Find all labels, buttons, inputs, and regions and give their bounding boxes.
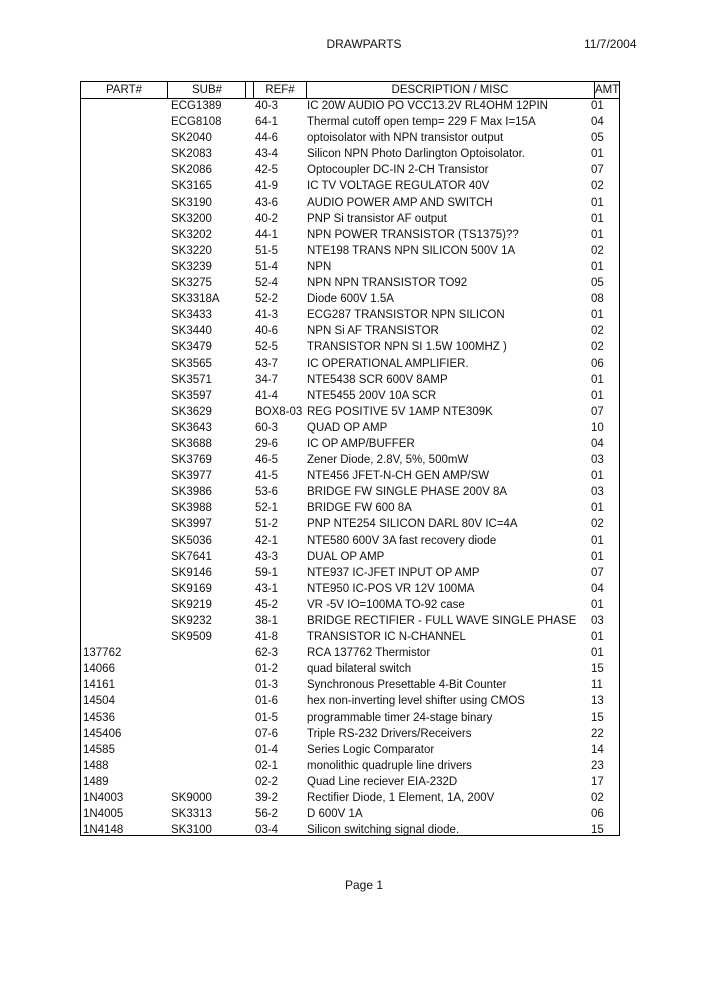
ref-number-cell: 01-4: [255, 743, 279, 756]
ref-number-cell: 60-3: [255, 421, 279, 434]
amount-cell: 15: [591, 824, 604, 837]
part-number-cell: 1N4005: [83, 808, 124, 821]
description-cell: IC OPERATIONAL AMPLIFIER.: [307, 357, 469, 370]
ref-number-cell: BOX8-03: [255, 405, 303, 418]
description-cell: hex non-inverting level shifter using CMOS: [307, 695, 525, 708]
table-row: [81, 307, 619, 323]
sub-number-cell: SK3275: [171, 277, 212, 290]
table-row: [81, 130, 619, 146]
part-number-cell: 14066: [83, 663, 115, 676]
table-row: [81, 388, 619, 404]
ref-number-cell: 53-6: [255, 486, 279, 499]
description-cell: DUAL OP AMP: [307, 550, 385, 563]
table-row: [81, 372, 619, 388]
part-number-cell: 137762: [83, 647, 122, 660]
sub-number-cell: SK3202: [171, 228, 212, 241]
description-cell: Optocoupler DC-IN 2-CH Transistor: [307, 164, 489, 177]
description-cell: RCA 137762 Thermistor: [307, 647, 431, 660]
amount-cell: 08: [591, 293, 604, 306]
description-cell: NPN Si AF TRANSISTOR: [307, 325, 439, 338]
amount-cell: 02: [591, 792, 604, 805]
description-cell: NPN POWER TRANSISTOR (TS1375)??: [307, 228, 519, 241]
sub-number-cell: SK9000: [171, 792, 212, 805]
amount-cell: 23: [591, 759, 604, 772]
ref-number-cell: 01-5: [255, 711, 279, 724]
ref-number-cell: 51-2: [255, 518, 279, 531]
sub-number-cell: SK3997: [171, 518, 212, 531]
sub-number-cell: SK3433: [171, 309, 212, 322]
ref-number-cell: 40-6: [255, 325, 279, 338]
sub-number-cell: SK3986: [171, 486, 212, 499]
table-row: [81, 211, 619, 227]
table-row: [81, 420, 619, 436]
description-cell: Triple RS-232 Drivers/Receivers: [307, 727, 472, 740]
amount-cell: 01: [591, 148, 604, 161]
ref-number-cell: 41-4: [255, 389, 279, 402]
description-cell: IC 20W AUDIO PO VCC13.2V RL4OHM 12PIN: [307, 100, 548, 112]
ref-number-cell: 45-2: [255, 598, 279, 611]
sub-number-cell: ECG8108: [171, 116, 222, 129]
ref-number-cell: 02-2: [255, 775, 279, 788]
page-number: Page 1: [344, 878, 384, 892]
ref-number-cell: 52-4: [255, 277, 279, 290]
part-number-cell: 14536: [83, 711, 115, 724]
ref-number-cell: 01-2: [255, 663, 279, 676]
amount-cell: 01: [591, 228, 604, 241]
sub-number-cell: SK2086: [171, 164, 212, 177]
amount-cell: 01: [591, 631, 604, 644]
description-cell: Zener Diode, 2.8V, 5%, 500mW: [307, 454, 469, 467]
column-header-amount: AMT: [595, 84, 620, 96]
amount-cell: 15: [591, 711, 604, 724]
table-row: [81, 677, 619, 693]
amount-cell: 17: [591, 775, 604, 788]
ref-number-cell: 03-4: [255, 824, 279, 837]
table-row: [81, 323, 619, 339]
description-cell: QUAD OP AMP: [307, 421, 388, 434]
description-cell: VR -5V IO=100MA TO-92 case: [307, 598, 465, 611]
report-title: DRAWPARTS: [326, 37, 402, 51]
description-cell: Silicon switching signal diode.: [307, 824, 460, 837]
table-row: [81, 726, 619, 742]
table-row: [81, 243, 619, 259]
sub-number-cell: SK3643: [171, 421, 212, 434]
table-row: [81, 436, 619, 452]
amount-cell: 13: [591, 695, 604, 708]
sub-number-cell: SK3565: [171, 357, 212, 370]
description-cell: Diode 600V 1.5A: [307, 293, 394, 306]
amount-cell: 04: [591, 437, 604, 450]
table-row: [81, 710, 619, 726]
description-cell: programmable timer 24-stage binary: [307, 711, 493, 724]
sub-number-cell: SK9169: [171, 582, 212, 595]
amount-cell: 04: [591, 116, 604, 129]
amount-cell: 01: [591, 100, 604, 112]
sub-number-cell: SK7641: [171, 550, 212, 563]
ref-number-cell: 44-1: [255, 228, 279, 241]
amount-cell: 01: [591, 502, 604, 515]
sub-number-cell: SK3977: [171, 470, 212, 483]
description-cell: TRANSISTOR NPN SI 1.5W 100MHZ ): [307, 341, 507, 354]
table-row: [81, 114, 619, 130]
table-row: [81, 533, 619, 549]
table-row: [81, 162, 619, 178]
amount-cell: 05: [591, 132, 604, 145]
description-cell: BRIDGE FW SINGLE PHASE 200V 8A: [307, 486, 508, 499]
ref-number-cell: 64-1: [255, 116, 279, 129]
description-cell: PNP Si transistor AF output: [307, 212, 447, 225]
ref-number-cell: 56-2: [255, 808, 279, 821]
amount-cell: 02: [591, 244, 604, 257]
amount-cell: 14: [591, 743, 604, 756]
table-row: [81, 291, 619, 307]
table-row: [81, 822, 619, 838]
table-row: [81, 758, 619, 774]
description-cell: Thermal cutoff open temp= 229 F Max I=15A: [307, 116, 536, 129]
ref-number-cell: 52-5: [255, 341, 279, 354]
table-row: [81, 565, 619, 581]
sub-number-cell: SK5036: [171, 534, 212, 547]
description-cell: AUDIO POWER AMP AND SWITCH: [307, 196, 493, 209]
sub-number-cell: SK3597: [171, 389, 212, 402]
ref-number-cell: 43-1: [255, 582, 279, 595]
ref-number-cell: 02-1: [255, 759, 279, 772]
amount-cell: 07: [591, 566, 604, 579]
ref-number-cell: 43-3: [255, 550, 279, 563]
part-number-cell: 1488: [83, 759, 109, 772]
sub-number-cell: SK3988: [171, 502, 212, 515]
sub-number-cell: SK3688: [171, 437, 212, 450]
amount-cell: 05: [591, 277, 604, 290]
table-row: [81, 452, 619, 468]
part-number-cell: 1489: [83, 775, 109, 788]
sub-number-cell: SK3165: [171, 180, 212, 193]
table-row: [81, 146, 619, 162]
table-row: [81, 693, 619, 709]
part-number-cell: 14585: [83, 743, 115, 756]
table-row: [81, 629, 619, 645]
table-row: [81, 774, 619, 790]
description-cell: NTE580 600V 3A fast recovery diode: [307, 534, 497, 547]
amount-cell: 11: [591, 679, 603, 692]
ref-number-cell: 52-1: [255, 502, 279, 515]
description-cell: NPN NPN TRANSISTOR TO92: [307, 277, 468, 290]
amount-cell: 03: [591, 454, 604, 467]
ref-number-cell: 41-9: [255, 180, 279, 193]
ref-number-cell: 40-3: [255, 100, 279, 112]
amount-cell: 06: [591, 357, 604, 370]
sub-number-cell: SK3190: [171, 196, 212, 209]
amount-cell: 01: [591, 196, 604, 209]
column-header-ref: REF#: [253, 82, 307, 98]
description-cell: IC OP AMP/BUFFER: [307, 437, 415, 450]
table-row: [81, 404, 619, 420]
amount-cell: 02: [591, 518, 604, 531]
table-row: [81, 661, 619, 677]
table-row: [81, 597, 619, 613]
ref-number-cell: 51-4: [255, 260, 279, 273]
ref-number-cell: 40-2: [255, 212, 279, 225]
table-header: [81, 81, 619, 99]
description-cell: ECG287 TRANSISTOR NPN SILICON: [307, 309, 505, 322]
amount-cell: 01: [591, 470, 604, 483]
description-cell: Silicon NPN Photo Darlington Optoisolator.: [307, 148, 525, 161]
part-number-cell: 14504: [83, 695, 115, 708]
amount-cell: 01: [591, 598, 604, 611]
amount-cell: 01: [591, 647, 604, 660]
ref-number-cell: 34-7: [255, 373, 279, 386]
ref-number-cell: 01-6: [255, 695, 279, 708]
ref-number-cell: 43-7: [255, 357, 279, 370]
ref-number-cell: 62-3: [255, 647, 279, 660]
part-number-cell: 1N4148: [83, 824, 124, 837]
ref-number-cell: 39-2: [255, 792, 279, 805]
sub-number-cell: SK3571: [171, 373, 212, 386]
description-cell: NTE456 JFET-N-CH GEN AMP/SW: [307, 470, 490, 483]
ref-number-cell: 51-5: [255, 244, 279, 257]
amount-cell: 22: [591, 727, 604, 740]
table-row: [81, 195, 619, 211]
sub-number-cell: ECG1389: [171, 100, 222, 112]
column-header-sub: SUB#: [169, 82, 246, 98]
ref-number-cell: 41-5: [255, 470, 279, 483]
ref-number-cell: 42-5: [255, 164, 279, 177]
sub-number-cell: SK3239: [171, 260, 212, 273]
description-cell: Synchronous Presettable 4-Bit Counter: [307, 679, 507, 692]
description-cell: NTE937 IC-JFET INPUT OP AMP: [307, 566, 480, 579]
column-header-part: PART#: [81, 82, 168, 98]
report-date: 11/7/2004: [584, 37, 637, 51]
description-cell: Rectifier Diode, 1 Element, 1A, 200V: [307, 792, 495, 805]
sub-number-cell: SK3440: [171, 325, 212, 338]
table-row: [81, 259, 619, 275]
sub-number-cell: SK3220: [171, 244, 212, 257]
description-cell: optoisolator with NPN transistor output: [307, 132, 504, 145]
sub-number-cell: SK3769: [171, 454, 212, 467]
table-row: [81, 645, 619, 661]
part-number-cell: 1N4003: [83, 792, 124, 805]
description-cell: BRIDGE FW 600 8A: [307, 502, 412, 515]
amount-cell: 15: [591, 663, 604, 676]
description-cell: NPN: [307, 260, 332, 273]
table-row: [81, 468, 619, 484]
table-row: [81, 275, 619, 291]
ref-number-cell: 01-3: [255, 679, 279, 692]
sub-number-cell: SK9219: [171, 598, 212, 611]
sub-number-cell: SK3479: [171, 341, 212, 354]
amount-cell: 07: [591, 164, 604, 177]
sub-number-cell: SK3318A: [171, 293, 220, 306]
description-cell: NTE5455 200V 10A SCR: [307, 389, 437, 402]
amount-cell: 07: [591, 405, 604, 418]
ref-number-cell: 29-6: [255, 437, 279, 450]
sub-number-cell: SK3200: [171, 212, 212, 225]
description-cell: TRANSISTOR IC N-CHANNEL: [307, 631, 466, 644]
description-cell: Series Logic Comparator: [307, 743, 435, 756]
description-cell: quad bilateral switch: [307, 663, 412, 676]
ref-number-cell: 41-3: [255, 309, 279, 322]
amount-cell: 01: [591, 550, 604, 563]
amount-cell: 03: [591, 486, 604, 499]
amount-cell: 01: [591, 212, 604, 225]
table-row: [81, 549, 619, 565]
table-row: [81, 516, 619, 532]
ref-number-cell: 07-6: [255, 727, 279, 740]
amount-cell: 01: [591, 389, 604, 402]
sub-number-cell: SK9232: [171, 615, 212, 627]
table-body: [81, 98, 619, 838]
part-number-cell: 14161: [83, 679, 115, 692]
description-cell: IC TV VOLTAGE REGULATOR 40V: [307, 180, 490, 193]
description-cell: Quad Line reciever EIA-232D: [307, 775, 458, 788]
column-header-description: DESCRIPTION / MISC: [391, 84, 509, 96]
sub-number-cell: SK2040: [171, 132, 212, 145]
amount-cell: 02: [591, 180, 604, 193]
table-row: [81, 356, 619, 372]
ref-number-cell: 44-6: [255, 132, 279, 145]
description-cell: monolithic quadruple line drivers: [307, 759, 472, 772]
table-row: [81, 500, 619, 516]
amount-cell: 03: [591, 615, 604, 627]
parts-table: [80, 81, 620, 836]
table-row: [81, 339, 619, 355]
description-cell: NTE950 IC-POS VR 12V 100MA: [307, 582, 475, 595]
amount-cell: 01: [591, 534, 604, 547]
table-row: [81, 581, 619, 597]
amount-cell: 02: [591, 325, 604, 338]
sub-number-cell: SK9509: [171, 631, 212, 644]
ref-number-cell: 43-4: [255, 148, 279, 161]
ref-number-cell: 41-8: [255, 631, 279, 644]
sub-number-cell: SK9146: [171, 566, 212, 579]
description-cell: NTE198 TRANS NPN SILICON 500V 1A: [307, 244, 516, 257]
ref-number-cell: 43-6: [255, 196, 279, 209]
table-row: [81, 484, 619, 500]
amount-cell: 04: [591, 582, 604, 595]
ref-number-cell: 42-1: [255, 534, 279, 547]
description-cell: D 600V 1A: [307, 808, 363, 821]
table-row: [81, 178, 619, 194]
part-number-cell: 145406: [83, 727, 122, 740]
ref-number-cell: 46-5: [255, 454, 279, 467]
description-cell: REG POSITIVE 5V 1AMP NTE309K: [307, 405, 493, 418]
table-row: [81, 806, 619, 822]
description-cell: BRIDGE RECTIFIER - FULL WAVE SINGLE PHASE: [307, 615, 577, 627]
table-row: [81, 227, 619, 243]
sub-number-cell: SK2083: [171, 148, 212, 161]
sub-number-cell: SK3313: [171, 808, 212, 821]
amount-cell: 01: [591, 260, 604, 273]
amount-cell: 01: [591, 373, 604, 386]
sub-number-cell: SK3629: [171, 405, 212, 418]
description-cell: NTE5438 SCR 600V 8AMP: [307, 373, 448, 386]
amount-cell: 10: [591, 421, 604, 434]
amount-cell: 01: [591, 309, 604, 322]
ref-number-cell: 52-2: [255, 293, 279, 306]
table-row: [81, 790, 619, 806]
amount-cell: 06: [591, 808, 604, 821]
sub-number-cell: SK3100: [171, 824, 212, 837]
table-row: [81, 98, 619, 114]
description-cell: PNP NTE254 SILICON DARL 80V IC=4A: [307, 518, 518, 531]
amount-cell: 02: [591, 341, 604, 354]
ref-number-cell: 59-1: [255, 566, 279, 579]
table-row: [81, 742, 619, 758]
table-row: [81, 613, 619, 629]
ref-number-cell: 38-1: [255, 615, 279, 627]
